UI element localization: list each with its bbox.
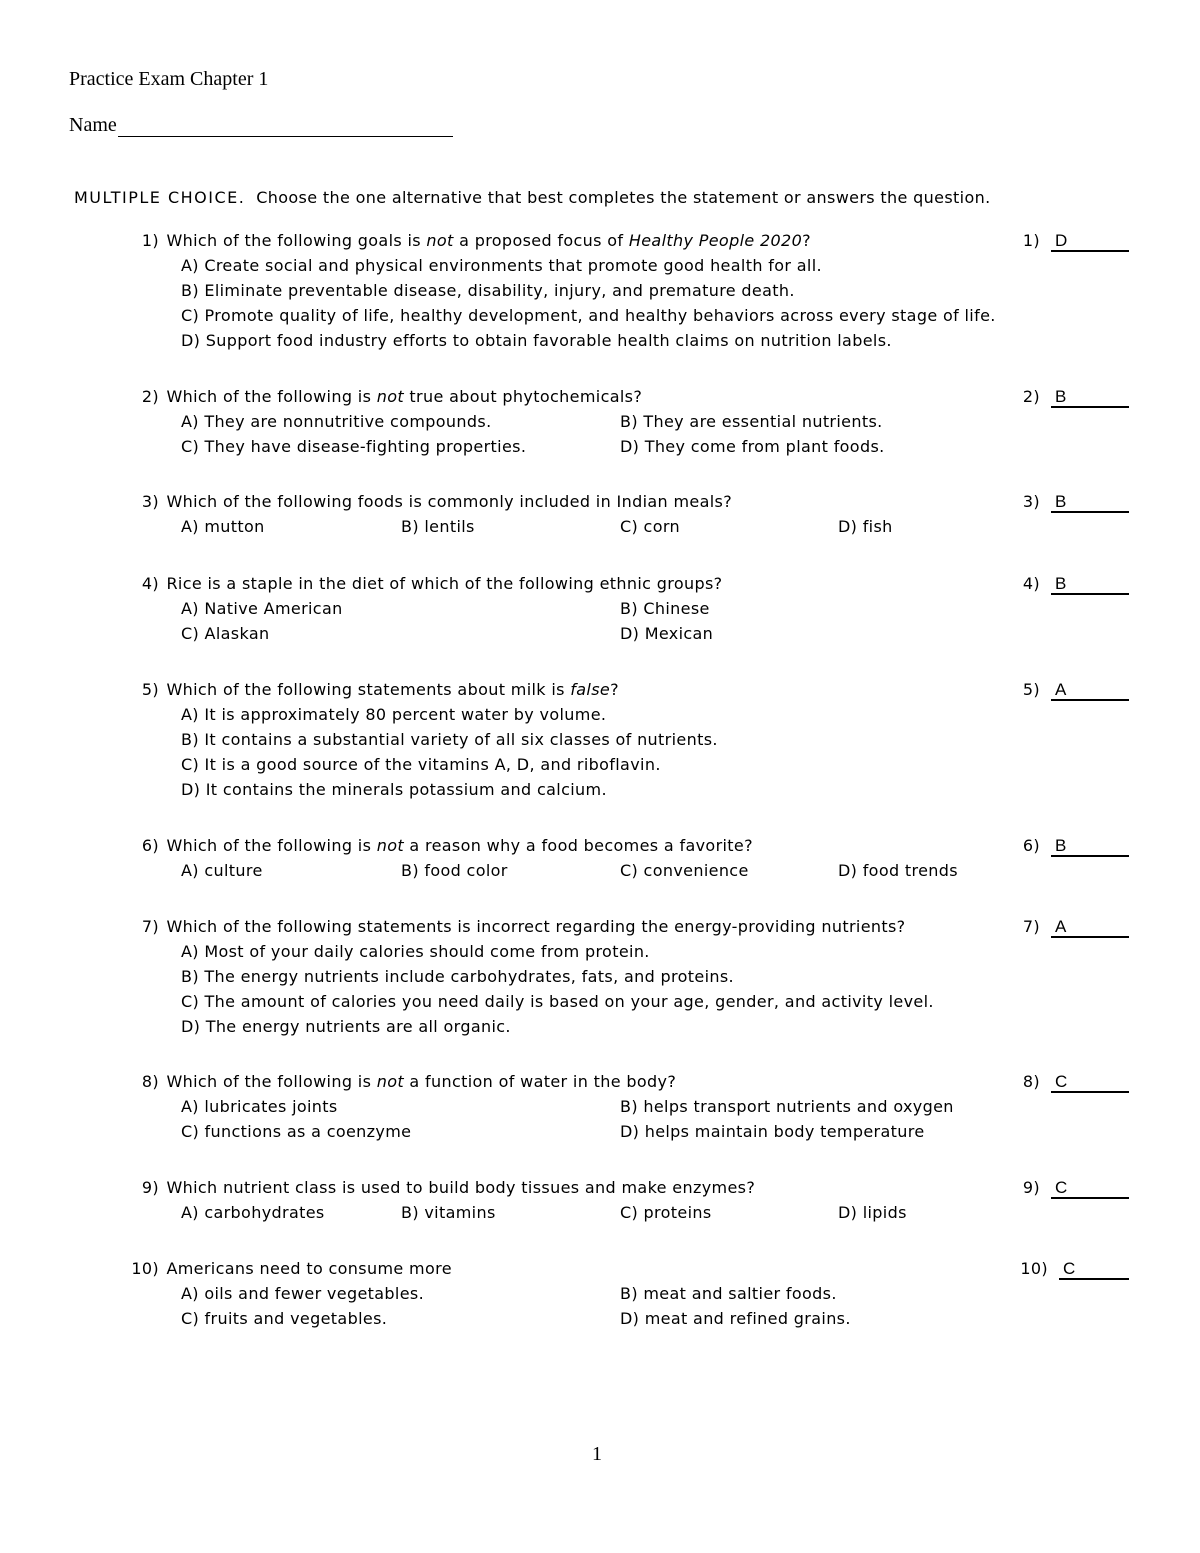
option-d[interactable]: D) fish <box>838 517 893 536</box>
option-c[interactable]: C) Promote quality of life, healthy development, and healthy behaviors across every stage of life. <box>181 306 996 325</box>
stem-text: Which of the following is <box>166 836 377 855</box>
option-c[interactable]: C) They have disease-fighting properties. <box>181 437 527 456</box>
question-stem <box>133 387 642 406</box>
answer-blank[interactable]: D <box>1051 231 1129 252</box>
stem-text: ? <box>802 231 811 250</box>
stem-text: Which of the following statements is incorrect regarding the energy-providing nutrients? <box>166 917 906 936</box>
answer-number: 2) <box>1022 387 1040 406</box>
question-number: 1) <box>141 231 159 250</box>
option-d[interactable]: D) lipids <box>838 1203 907 1222</box>
question-number: 9) <box>141 1178 159 1197</box>
page-title: Practice Exam Chapter 1 <box>69 68 269 90</box>
answer-blank[interactable]: C <box>1051 1072 1129 1093</box>
option-c[interactable]: C) The amount of calories you need daily is based on your age, gender, and activity level. <box>181 992 934 1011</box>
question-stem <box>133 680 619 699</box>
option-b[interactable]: B) vitamins <box>401 1203 496 1222</box>
answer-blank[interactable]: B <box>1051 574 1129 595</box>
answer-blank[interactable]: C <box>1051 1178 1129 1199</box>
section-heading: MULTIPLE CHOICE. <box>74 188 246 207</box>
answer-blank[interactable]: A <box>1051 917 1129 938</box>
option-c[interactable]: C) proteins <box>620 1203 712 1222</box>
option-b[interactable]: B) lentils <box>401 517 475 536</box>
option-a[interactable]: A) oils and fewer vegetables. <box>181 1284 425 1303</box>
option-a[interactable]: A) Create social and physical environments that promote good health for all. <box>181 256 822 275</box>
option-b[interactable]: B) The energy nutrients include carbohydrates, fats, and proteins. <box>181 967 734 986</box>
question-stem <box>133 231 811 250</box>
answer-blank[interactable]: B <box>1051 836 1129 857</box>
option-a[interactable]: A) lubricates joints <box>181 1097 338 1116</box>
stem-text: true about phytochemicals? <box>403 387 643 406</box>
option-c[interactable]: C) Alaskan <box>181 624 270 643</box>
answer-number: 10) <box>1020 1259 1048 1278</box>
option-d[interactable]: D) Mexican <box>620 624 714 643</box>
question-number: 5) <box>141 680 159 699</box>
stem-text: Which of the following goals is <box>166 231 427 250</box>
stem-text: Americans need to consume more <box>166 1259 452 1278</box>
option-b[interactable]: B) meat and saltier foods. <box>620 1284 837 1303</box>
stem-text: a function of water in the body? <box>403 1072 677 1091</box>
stem-emphasis: not <box>376 836 404 855</box>
question-number: 8) <box>141 1072 159 1091</box>
option-c[interactable]: C) convenience <box>620 861 749 880</box>
stem-text: Which of the following statements about milk is <box>166 680 571 699</box>
name-label: Name <box>69 114 117 136</box>
question-stem <box>125 1259 452 1278</box>
option-b[interactable]: B) food color <box>401 861 508 880</box>
option-b[interactable]: B) They are essential nutrients. <box>620 412 883 431</box>
stem-text: a reason why a food becomes a favorite? <box>403 836 753 855</box>
answer-blank[interactable]: B <box>1051 387 1129 408</box>
stem-emphasis: not <box>376 387 404 406</box>
page-number: 1 <box>592 1443 602 1465</box>
option-a[interactable]: A) culture <box>181 861 263 880</box>
answer-number: 7) <box>1022 917 1040 936</box>
stem-emphasis: not <box>376 1072 404 1091</box>
stem-text: a proposed focus of <box>453 231 629 250</box>
section-instructions <box>74 188 991 207</box>
question-number: 7) <box>141 917 159 936</box>
option-c[interactable]: C) fruits and vegetables. <box>181 1309 388 1328</box>
stem-text: Which nutrient class is used to build body tissues and make enzymes? <box>166 1178 756 1197</box>
option-c[interactable]: C) functions as a coenzyme <box>181 1122 412 1141</box>
option-a[interactable]: A) It is approximately 80 percent water by volume. <box>181 705 607 724</box>
question-number: 6) <box>141 836 159 855</box>
option-c[interactable]: C) corn <box>620 517 680 536</box>
option-a[interactable]: A) Most of your daily calories should come from protein. <box>181 942 650 961</box>
option-b[interactable]: B) Chinese <box>620 599 710 618</box>
stem-text: Which of the following is <box>166 1072 377 1091</box>
question-stem <box>133 492 732 511</box>
stem-emphasis: not <box>426 231 454 250</box>
stem-text: Rice is a staple in the diet of which of the following ethnic groups? <box>166 574 723 593</box>
answer-blank[interactable]: C <box>1059 1259 1129 1280</box>
stem-text: Which of the following foods is commonly included in Indian meals? <box>166 492 733 511</box>
question-number: 2) <box>141 387 159 406</box>
option-d[interactable]: D) They come from plant foods. <box>620 437 885 456</box>
option-a[interactable]: A) They are nonnutritive compounds. <box>181 412 492 431</box>
option-d[interactable]: D) food trends <box>838 861 958 880</box>
option-d[interactable]: D) It contains the minerals potassium and calcium. <box>181 780 607 799</box>
option-d[interactable]: D) The energy nutrients are all organic. <box>181 1017 511 1036</box>
option-b[interactable]: B) Eliminate preventable disease, disability, injury, and premature death. <box>181 281 795 300</box>
question-number: 10) <box>131 1259 159 1278</box>
stem-text: Which of the following is <box>166 387 377 406</box>
stem-emphasis: Healthy People 2020 <box>628 231 803 250</box>
name-blank-line[interactable] <box>118 116 453 137</box>
answer-number: 1) <box>1022 231 1040 250</box>
question-stem <box>133 1178 755 1197</box>
question-number: 4) <box>141 574 159 593</box>
question-stem <box>133 574 723 593</box>
stem-text: ? <box>610 680 619 699</box>
option-a[interactable]: A) carbohydrates <box>181 1203 325 1222</box>
option-c[interactable]: C) It is a good source of the vitamins A, D, and riboflavin. <box>181 755 661 774</box>
question-stem <box>133 917 906 936</box>
option-d[interactable]: D) helps maintain body temperature <box>620 1122 925 1141</box>
answer-number: 6) <box>1022 836 1040 855</box>
option-d[interactable]: D) meat and refined grains. <box>620 1309 851 1328</box>
answer-number: 3) <box>1022 492 1040 511</box>
answer-number: 4) <box>1022 574 1040 593</box>
instructions-text: Choose the one alternative that best completes the statement or answers the question. <box>256 188 991 207</box>
option-b[interactable]: B) It contains a substantial variety of all six classes of nutrients. <box>181 730 718 749</box>
option-a[interactable]: A) mutton <box>181 517 265 536</box>
name-field-row <box>69 114 453 137</box>
answer-blank[interactable]: B <box>1051 492 1129 513</box>
question-stem <box>133 1072 676 1091</box>
answer-number: 5) <box>1022 680 1040 699</box>
question-number: 3) <box>141 492 159 511</box>
option-d[interactable]: D) Support food industry efforts to obtain favorable health claims on nutrition labels. <box>181 331 892 350</box>
answer-number: 9) <box>1022 1178 1040 1197</box>
question-stem <box>133 836 753 855</box>
option-b[interactable]: B) helps transport nutrients and oxygen <box>620 1097 954 1116</box>
stem-emphasis: false <box>570 680 611 699</box>
option-a[interactable]: A) Native American <box>181 599 343 618</box>
answer-blank[interactable]: A <box>1051 680 1129 701</box>
answer-number: 8) <box>1022 1072 1040 1091</box>
